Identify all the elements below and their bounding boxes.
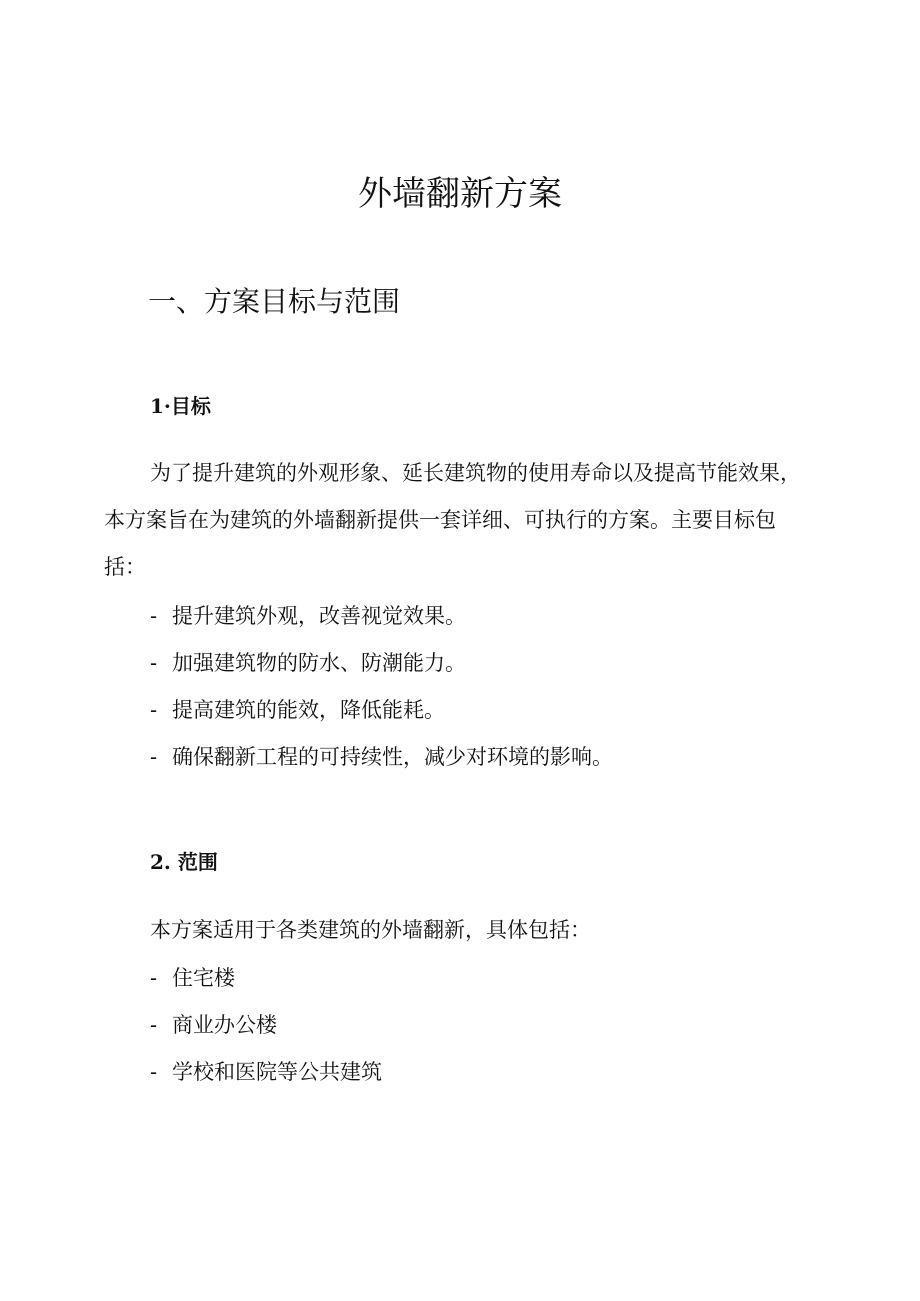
list-marker: - [150, 651, 158, 675]
scope-list [150, 955, 382, 1096]
list-item [150, 593, 613, 640]
list-item [150, 1049, 382, 1096]
list-marker: - [150, 1013, 158, 1037]
goal-heading: 1·目标 [150, 394, 211, 418]
list-item-text: 提高建筑的能效，降低能耗。 [172, 698, 445, 722]
list-marker: - [150, 1060, 158, 1084]
scope-paragraph: 本方案适用于各类建筑的外墙翻新，具体包括： [150, 918, 591, 942]
list-item [150, 734, 613, 781]
section-heading: 一、方案目标与范围 [148, 285, 401, 318]
list-marker: - [150, 966, 158, 990]
list-marker: - [150, 604, 158, 628]
goal-paragraph: 为了提升建筑的外观形象、延长建筑物的使用寿命以及提高节能效果，本方案旨在为建筑的外墙翻新提供一套详细、可执行的方案。主要目标包括： [104, 461, 801, 579]
list-item-text: 商业办公楼 [172, 1013, 277, 1037]
list-item-text: 确保翻新工程的可持续性，减少对环境的影响。 [172, 745, 613, 769]
list-item [150, 955, 382, 1002]
list-marker: - [150, 745, 158, 769]
goal-list [150, 593, 613, 781]
list-item-text: 加强建筑物的防水、防潮能力。 [172, 651, 466, 675]
list-item-text: 住宅楼 [172, 966, 235, 990]
list-item-text: 学校和医院等公共建筑 [172, 1060, 382, 1084]
list-item [150, 1002, 382, 1049]
list-item [150, 687, 613, 734]
document-title: 外墙翻新方案 [358, 174, 562, 214]
list-item-text: 提升建筑外观，改善视觉效果。 [172, 604, 466, 628]
list-marker: - [150, 698, 158, 722]
scope-heading: 2. 范围 [150, 850, 218, 874]
list-item [150, 640, 613, 687]
